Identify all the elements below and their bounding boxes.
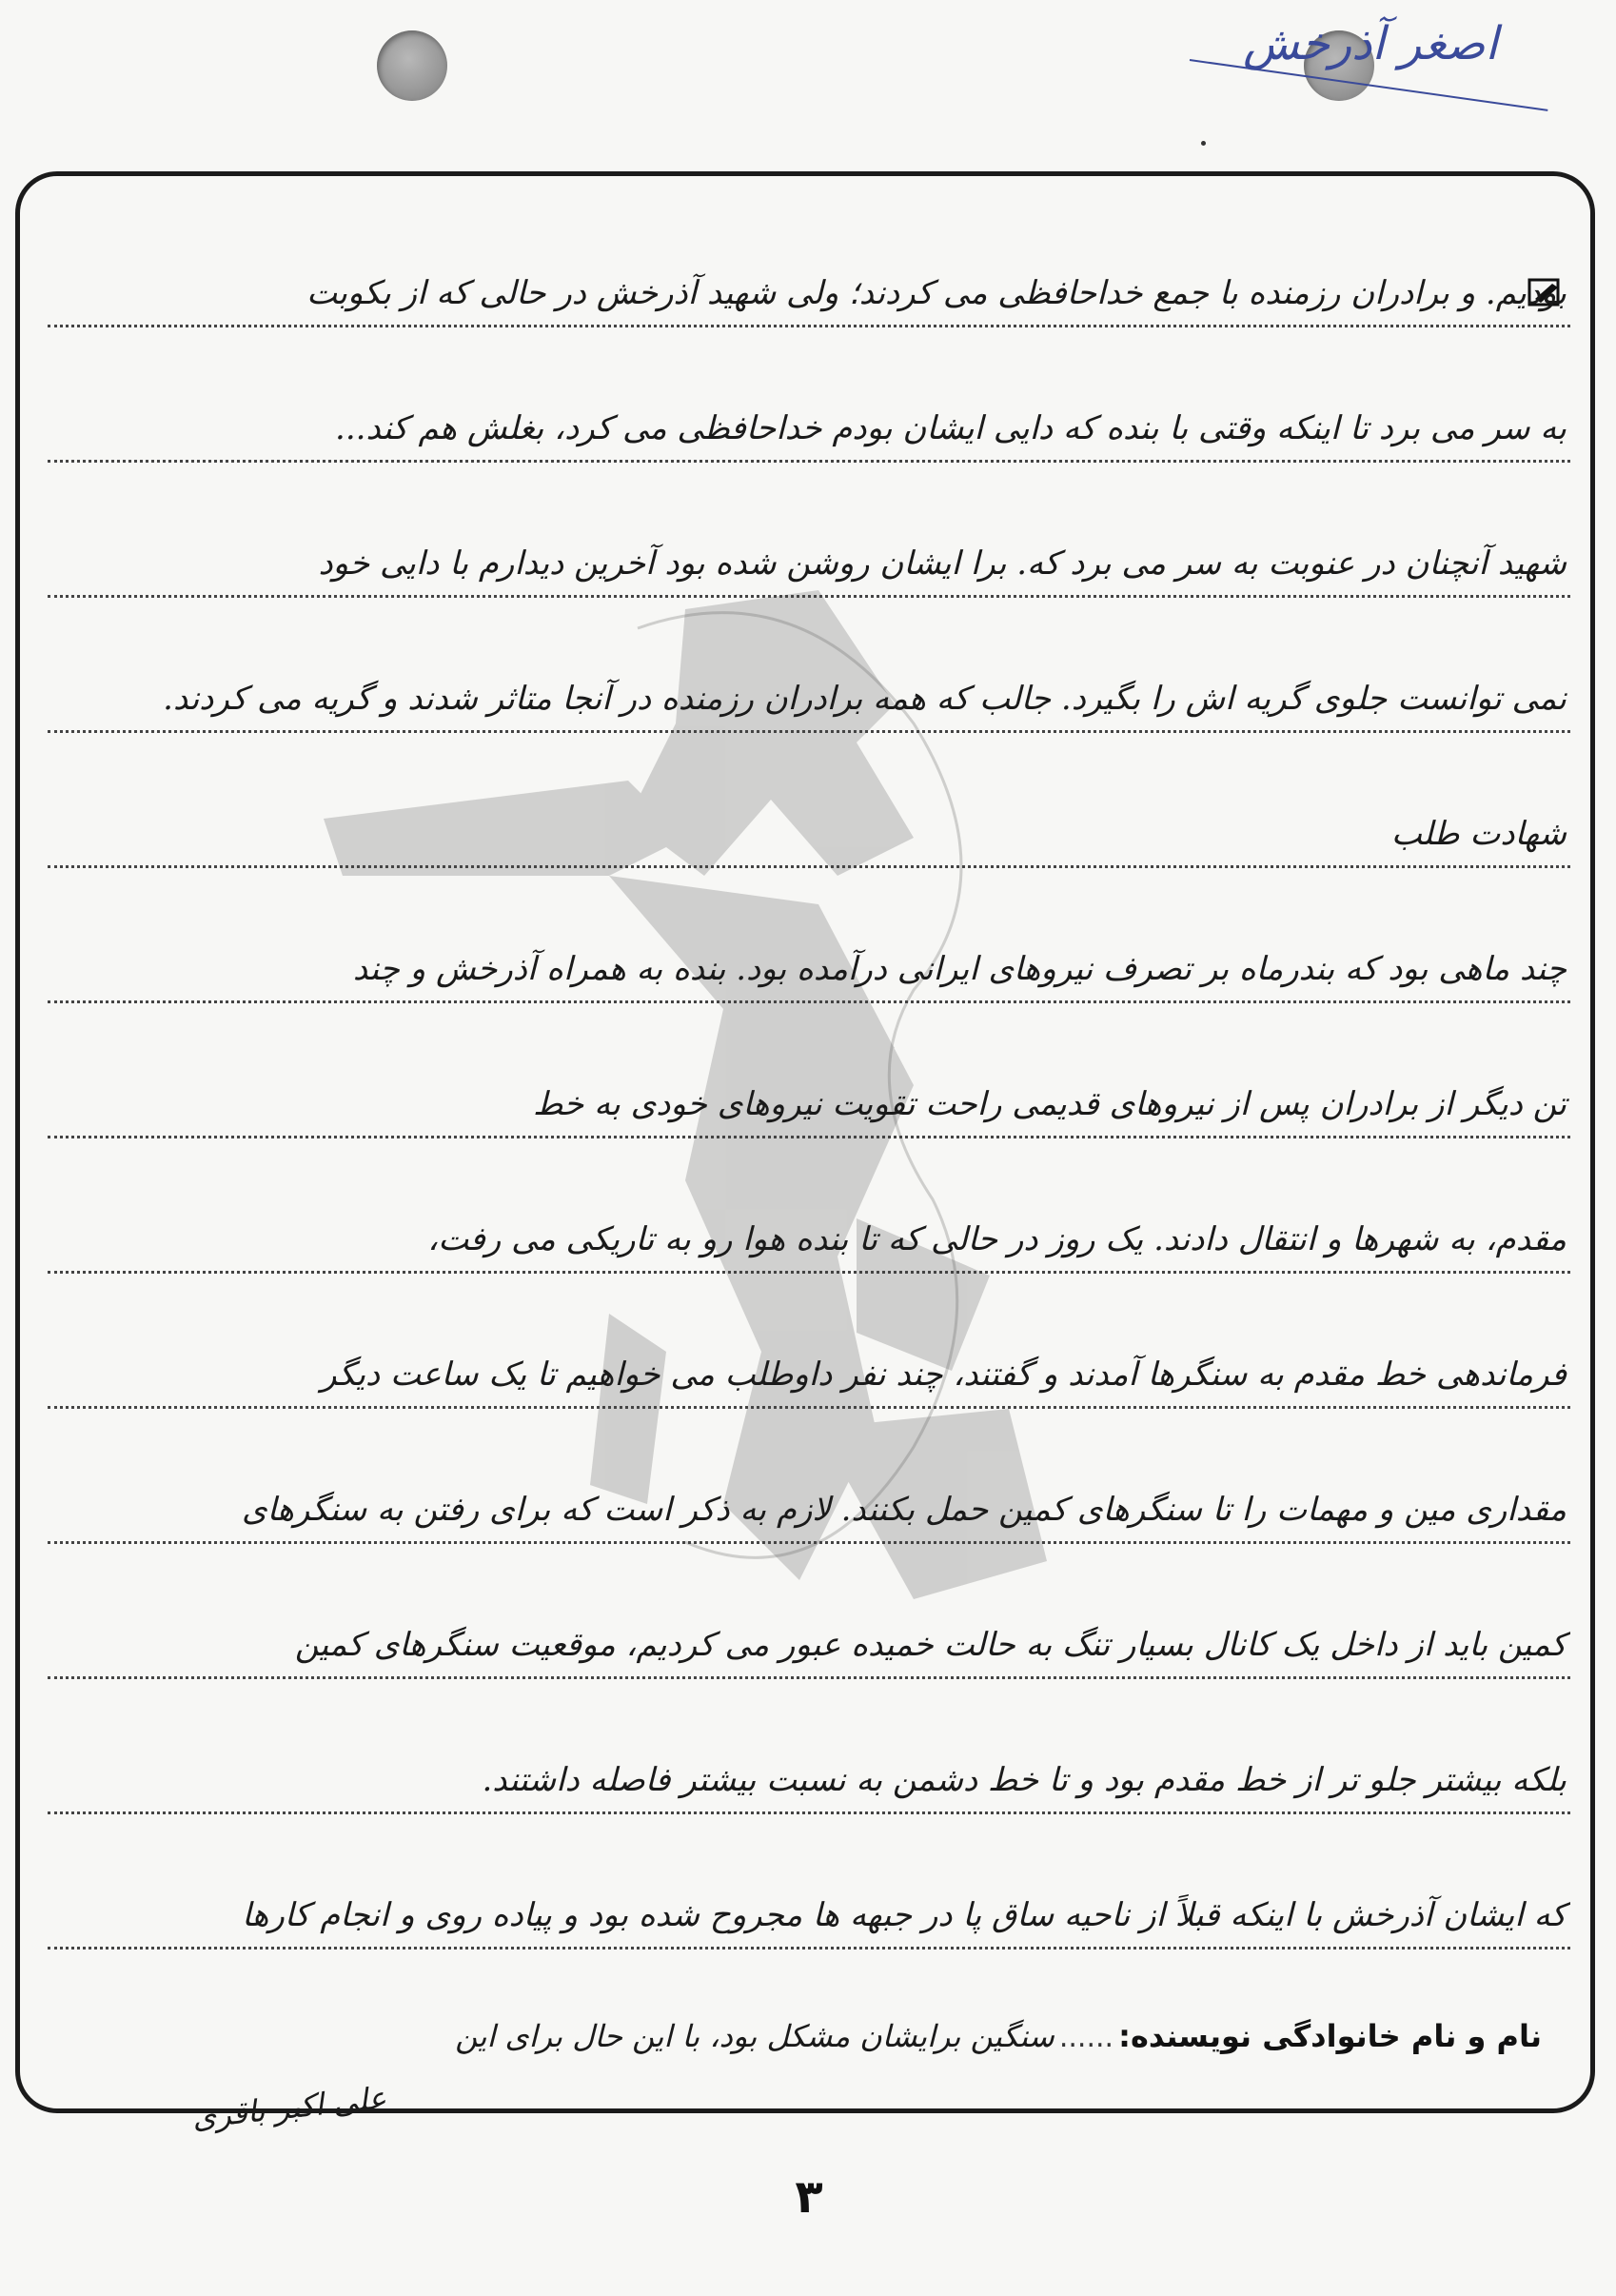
stray-dot [1201, 141, 1206, 146]
header-name: اصغر آذرخش [1243, 17, 1498, 70]
body-line: کمین باید از داخل یک کانال بسیار تنگ به حالت خمیده عبور می کردیم، موقعیت سنگرهای کمین [48, 1618, 1570, 1685]
body-line: مقداری مین و مهمات را تا سنگرهای کمین حمل بکنند. لازم به ذکر است که برای رفتن به سنگرهای [48, 1483, 1570, 1550]
body-line: که ایشان آذرخش با اینکه قبلاً از ناحیه ساق پا در جبهه ها مجروح شده بود و پیاده روی و انجام کارها [48, 1889, 1570, 1955]
author-label: نام و نام خانوادگی نویسنده: [1118, 2018, 1542, 2054]
author-dots: ...... [1058, 2021, 1114, 2054]
body-line: تن دیگر از برادران پس از نیروهای قدیمی راحت تقویت نیروهای خودی به خط [48, 1078, 1570, 1144]
section-heading: شهادت طلب [48, 807, 1570, 874]
punch-hole-left [377, 30, 447, 101]
body-line: چند ماهی بود که بندرماه بر تصرف نیروهای ایرانی درآمده بود. بنده به همراه آذرخش و چند [48, 942, 1570, 1009]
body-line: بلکه بیشتر جلو تر از خط مقدم بود و تا خط دشمن به نسبت بیشتر فاصله داشتند. [48, 1753, 1570, 1820]
body-line: مقدم، به شهرها و انتقال دادند. یک روز در حالی که تا بنده هوا رو به تاریکی می رفت، [48, 1213, 1570, 1279]
body-line: فرماندهی خط مقدم به سنگرها آمدند و گفتند، چند نفر داوطلب می خواهیم تا یک ساعت دیگر [48, 1348, 1570, 1415]
body-last-line: سنگین برایشان مشکل بود، با این حال برای این [455, 2018, 1054, 2054]
body-line: بودیم. و برادران رزمنده با جمع خداحافظی می کردند؛ ولی شهید آذرخش در حالی که از بکوبت [48, 267, 1570, 333]
body-line: به سر می برد تا اینکه وقتی با بنده که دایی ایشان بودم خداحافظی می کرد، بغلش هم کند... [48, 402, 1570, 468]
author-signature: علی اکبر باقری [190, 2079, 388, 2136]
page-number: ۳ [795, 2170, 823, 2224]
author-row [76, 2018, 1542, 2075]
body-line: شهید آنچنان در عنوبت به سر می برد که. برا ایشان روشن شده بود آخرین دیدارم با دایی خود [48, 537, 1570, 604]
body-line: نمی توانست جلوی گریه اش را بگیرد. جالب که همه برادران رزمنده در آنجا متاثر شدند و گریه می کردند. [48, 672, 1570, 739]
